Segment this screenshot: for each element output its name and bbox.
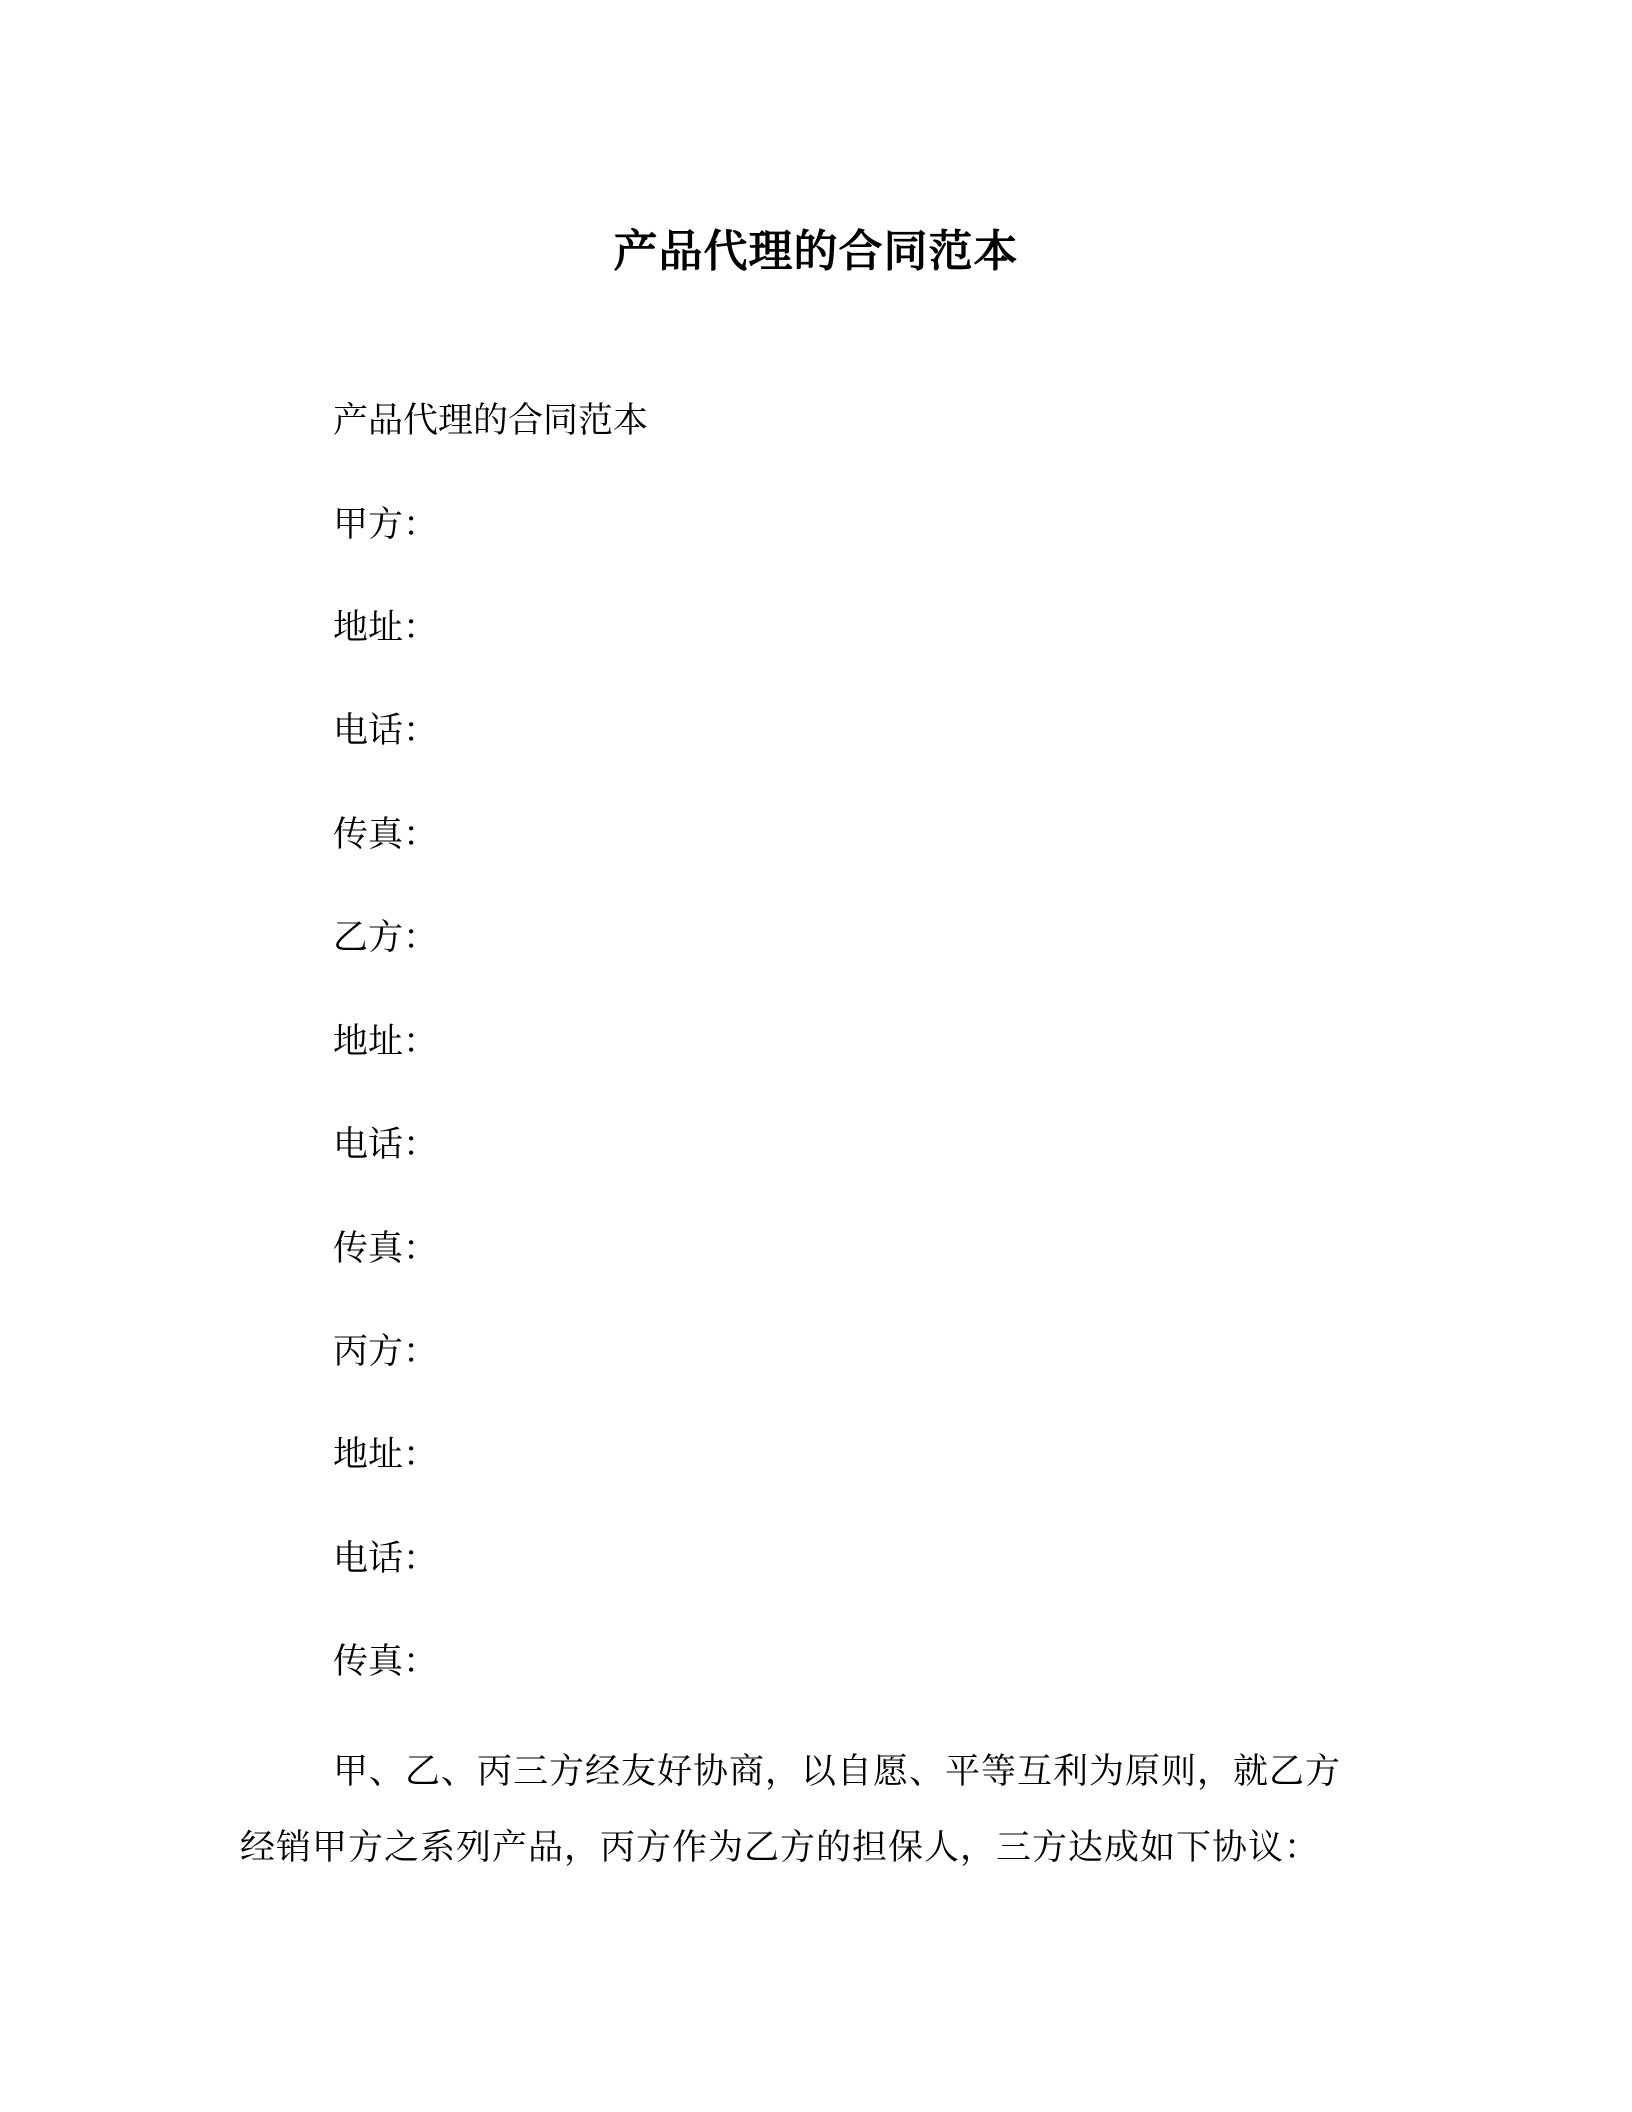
party-a-label: 甲方： bbox=[333, 505, 439, 545]
party-c-address-label: 地址： bbox=[333, 1435, 439, 1475]
party-c-phone-label: 电话： bbox=[333, 1539, 439, 1579]
party-a-fax-label: 传真： bbox=[333, 815, 439, 855]
subtitle-line: 产品代理的合同范本 bbox=[333, 401, 649, 441]
party-a-address-label: 地址： bbox=[333, 608, 439, 648]
document-title: 产品代理的合同范本 bbox=[613, 226, 1019, 277]
party-b-address-label: 地址： bbox=[333, 1022, 439, 1062]
party-a-phone-label: 电话： bbox=[333, 711, 439, 751]
party-c-label: 丙方： bbox=[333, 1332, 439, 1372]
party-b-label: 乙方： bbox=[333, 918, 439, 958]
agreement-intro-paragraph: 甲、乙、丙三方经友好协商，以自愿、平等互利为原则，就乙方经销甲方之系列产品，丙方作为乙方的担保人，三方达成如下协议： bbox=[240, 1752, 1342, 1868]
party-c-fax-label: 传真： bbox=[333, 1642, 439, 1682]
party-b-fax-label: 传真： bbox=[333, 1229, 439, 1269]
party-b-phone-label: 电话： bbox=[333, 1125, 439, 1165]
